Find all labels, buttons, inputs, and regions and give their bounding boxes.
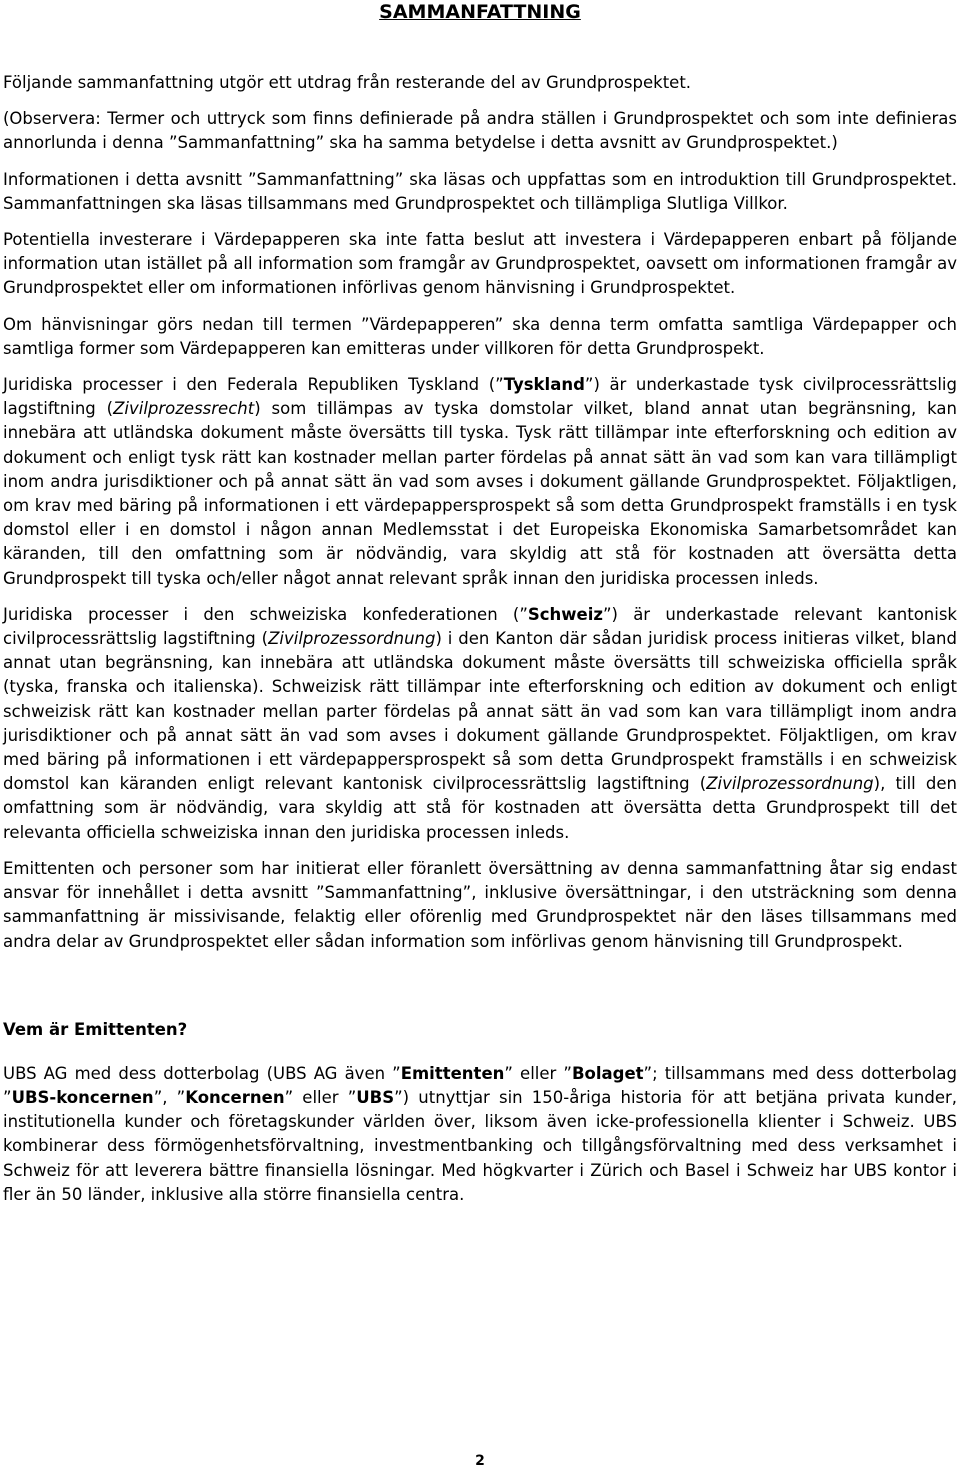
defined-term-tyskland: Tyskland: [503, 375, 585, 395]
text-span: UBS AG med dess dotterbolag (UBS AG även ”: [3, 1063, 401, 1083]
defined-term-ubs: UBS: [356, 1087, 395, 1107]
italic-term: Zivilprozessordnung: [268, 629, 436, 649]
document-page: [3, 0, 957, 1207]
translation-liability-paragraph: Emittenten och personer som har initierat eller föranlett översättning av denna sammanfattning åtar sig endast ansvar för innehållet i detta avsnitt ”Sammanfattning”, inklusive översättningar, i den utsträckning som denna sammanfattning är missivisande, felaktig eller oförenlig med Grundprospektet när den läses tillsammans med andra delar av Grundprospektet eller sådan information som införlivas genom hänvisning till Grundprospekt.: [3, 858, 957, 951]
section-heading: Vem är Emittenten?: [3, 1019, 188, 1039]
securities-term-paragraph: Om hänvisningar görs nedan till termen ”Värdepapperen” ska denna term omfatta samtliga Värdepapper och samtliga former som Värdepapperen kan emitteras under villkoren för detta Grundprospekt.: [3, 314, 957, 358]
text-span: ) i den Kanton där sådan juridisk process initieras vilket, bland annat utan begränsning, kan innebära att utländska dokument måste översätts till schweiziska officiella språk (tyska, franska och italienska). Schweizisk rätt tillämpar inte efterforskning och edition av dokument och enligt schweizisk rätt kan kostnader mellan parter fördelas på annat sätt än vad som kan vara tillämpligt inom andra jurisdiktioner och på annat sätt än vad som avses i dokument gällande Grundprospektet. Följaktligen, om krav med bäring på informationen i ett värdepappersprospekt så som detta Grundprospekt framställs i en schweizisk domstol kan käranden enligt relevant kantonisk civilprocessrättslig lagstiftning (: [3, 629, 957, 794]
text-span: ” eller ”: [284, 1087, 357, 1107]
intro-paragraph: Följande sammanfattning utgör ett utdrag från resterande del av Grundprospektet.: [3, 73, 692, 92]
italic-term: Zivilprozessrecht: [113, 399, 255, 419]
defined-term-bolaget: Bolaget: [571, 1063, 644, 1083]
investor-paragraph: Potentiella investerare i Värdepapperen ska inte fatta beslut att investera i Värdepapperen enbart på följande information utan istället på all information som framgår av Grundprospektet, oavsett om informationen framgår av Grundprospektet eller om informationen införlivas genom hänvisning i Grundprospektet.: [3, 230, 957, 298]
italic-term: Zivilprozessordnung: [706, 774, 874, 794]
text-span: ”) är underkastade relevant kantonisk civilprocessrättslig lagstiftning (: [3, 604, 957, 649]
defined-term-emittenten: Emittenten: [400, 1063, 505, 1083]
defined-term-ubs-koncernen: UBS-koncernen: [11, 1087, 154, 1107]
text-span: ”) är underkastade tysk civilprocessrättslig lagstiftning (: [3, 375, 957, 419]
text-span: Juridiska processer i den Federala Republiken Tyskland (”: [3, 375, 504, 395]
text-span: ), till den omfattning som är nödvändig, vara skyldig att stå för kostnaden att översätta detta Grundprospekt till det relevanta officiella schweiziska innan den juridiska processen inleds.: [3, 774, 958, 842]
text-span: ”) utnyttjar sin 150-åriga historia för att betjäna privata kunder, institutionella kunder och företagskunder världen över, liksom även icke-professionella klienter i Schweiz. UBS kombinerar dess förmögenhetsförvaltning, investmentbanking och tillgångsförvaltning med dess verksamhet i Schweiz för att leverera bättre finansiella lösningar. Med högkvarter i Zürich och Basel i Schweiz har UBS kontor i fler än 50 länder, inklusive alla större finansiella centra.: [3, 1087, 957, 1204]
page-title: SAMMANFATTNING: [379, 1, 581, 23]
introduction-paragraph: Informationen i detta avsnitt ”Sammanfattning” ska läsas och uppfattas som en introduktion till Grundprospektet. Sammanfattningen ska läsas tillsammans med Grundprospektet och tillämpliga Slutliga Villkor.: [3, 169, 957, 213]
page-number: 2: [475, 1453, 485, 1469]
germany-legal-paragraph: [3, 373, 957, 591]
text-span: ”; tillsammans med dess dotterbolag ”: [3, 1063, 957, 1107]
text-span: ) som tillämpas av tyska domstolar vilket, bland annat utan begränsning, kan innebära att utländska dokument måste översätts till tyska. Tysk rätt tillämpar inte efterforskning och edition av dokument och enligt tysk rätt kan kostnader mellan parter fördelas på annat sätt än vad som kan vara tillämpligt inom andra jurisdiktioner och på annat sätt än vad som avses i dokument gällande Grundprospektet. Följaktligen, om krav med bäring på informationen i ett värdepappersprospekt så som detta Grundprospekt framställs i en tysk domstol eller i en domstol i någon annan Medlemsstat i det Europeiska Ekonomiska Samarbetsområdet kan käranden, till den omfattning som är nödvändig, vara skyldig att stå för kostnaden att översätta detta Grundprospekt till tyska och/eller något annat relevant språk innan den juridiska processen inleds.: [3, 399, 957, 588]
switzerland-legal-paragraph: [3, 603, 957, 845]
issuer-paragraph: [3, 1062, 957, 1207]
definitions-note-paragraph: (Observera: Termer och uttryck som finns definierade på andra ställen i Grundprospektet och som inte definieras annorlunda i denna ”Sammanfattning” ska ha samma betydelse i detta avsnitt av Grundprospektet.): [3, 109, 957, 153]
text-span: ” eller ”: [504, 1063, 572, 1083]
text-span: ”, ”: [153, 1087, 186, 1107]
defined-term-koncernen: Koncernen: [185, 1087, 285, 1107]
defined-term-schweiz: Schweiz: [527, 604, 603, 624]
text-span: Juridiska processer i den schweiziska konfederationen (”: [3, 604, 528, 624]
